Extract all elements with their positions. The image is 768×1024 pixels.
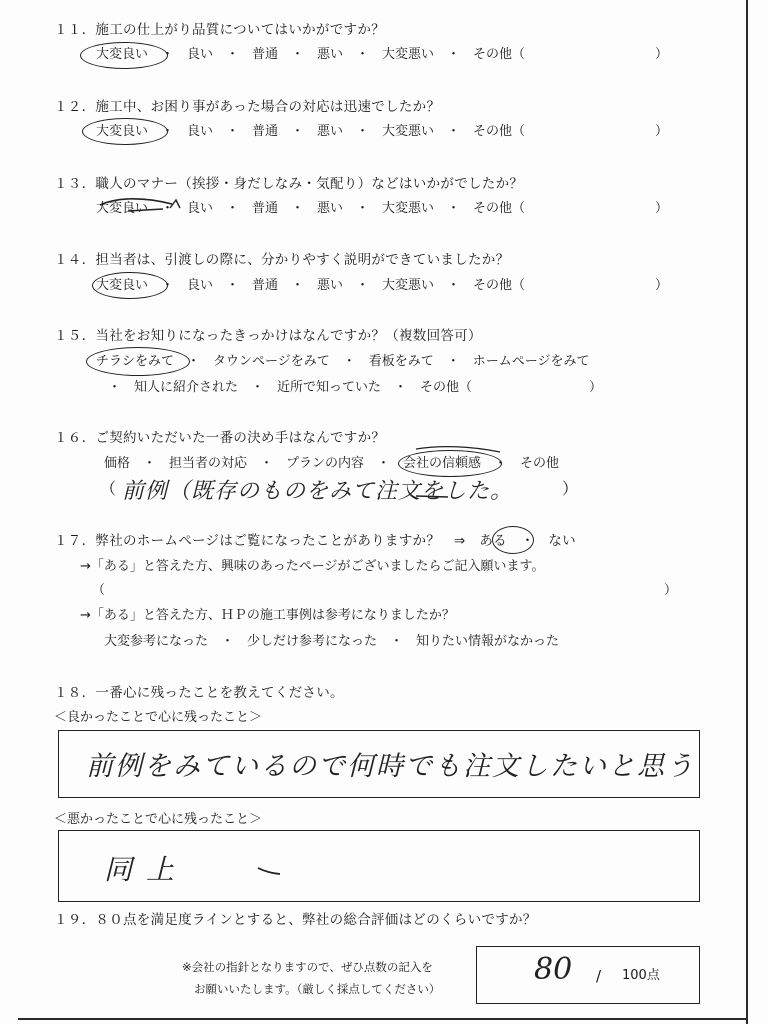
question-12-options[interactable]: 大変良い ・ 良い ・ 普通 ・ 悪い ・ 大変悪い ・ その他（ ） bbox=[96, 124, 669, 139]
question-15-options-line1[interactable]: チラシをみて ・ タウンページをみて ・ 看板をみて ・ ホームページをみて bbox=[96, 354, 590, 369]
question-14-options[interactable]: 大変良い ・ 良い ・ 普通 ・ 悪い ・ 大変悪い ・ その他（ ） bbox=[96, 278, 669, 293]
question-16-strike-mark bbox=[416, 496, 448, 497]
question-18-tick-mark bbox=[258, 868, 280, 874]
question-17-text[interactable]: １７．弊社のホームページはご覧になったことがありますか？ ⇒ ある ・ ない bbox=[54, 533, 576, 549]
question-18-good-answer: 前例をみているので何時でも注文したいと思う bbox=[86, 751, 695, 782]
question-13-text: １３．職人のマナー（挨拶・身だしなみ・気配り）などはいかがでしたか？ bbox=[54, 176, 524, 192]
question-13-selection-stroke bbox=[100, 199, 172, 205]
question-18-good-label: ＜良かったことで心に残ったこと＞ bbox=[54, 710, 263, 725]
question-17-sub1-paren-open: （ bbox=[92, 583, 106, 598]
question-13-options[interactable]: 大変良い ・ 良い ・ 普通 ・ 悪い ・ 大変悪い ・ その他（ ） bbox=[96, 201, 669, 216]
question-15-options-line2[interactable]: ・ 知人に紹介された ・ 近所で知っていた ・ その他（ ） bbox=[108, 380, 603, 395]
question-19-score-slash: / bbox=[596, 967, 602, 985]
question-16-handwritten-answer: 前例（既存のものをみて注文をした。 bbox=[122, 479, 514, 504]
question-16-options[interactable]: 価格 ・ 担当者の対応 ・ プランの内容 ・ 会社の信頼感 ・ その他 bbox=[104, 456, 560, 471]
question-18-bad-label: ＜悪かったことで心に残ったこと＞ bbox=[54, 812, 263, 827]
question-19-note-line1: ※会社の指針となりますので、ぜひ点数の記入を bbox=[182, 960, 433, 974]
question-16-text: １６．ご契約いただいた一番の決め手はなんですか？ bbox=[54, 430, 386, 446]
question-19-score-max: 100点 bbox=[622, 968, 660, 983]
question-11-options[interactable]: 大変良い ・ 良い ・ 普通 ・ 悪い ・ 大変悪い ・ その他（ ） bbox=[96, 47, 669, 62]
question-16-paren-close: ） bbox=[562, 479, 579, 498]
question-14-text: １４．担当者は、引渡しの際に、分かりやすく説明ができていましたか？ bbox=[54, 252, 510, 268]
question-18-text: １８．一番心に残ったことを教えてください。 bbox=[54, 685, 344, 701]
question-17-sub2: →「ある」と答えた方、ＨＰの施工事例は参考になりましたか？ bbox=[80, 608, 455, 623]
question-19-score-value: 80 bbox=[534, 952, 573, 987]
question-17-sub2-options[interactable]: 大変参考になった ・ 少しだけ参考になった ・ 知りたい情報がなかった bbox=[104, 634, 560, 649]
question-17-sub1: →「ある」と答えた方、興味のあったページがございましたらご記入願います。 bbox=[80, 559, 545, 574]
question-12-text: １２．施工中、お困り事があった場合の対応は迅速でしたか？ bbox=[54, 99, 441, 115]
question-19-text: １９．８０点を満足度ラインとすると、弊社の総合評価はどのくらいですか？ bbox=[54, 912, 537, 928]
question-11-text: １１．施工の仕上がり品質についてはいかがですか？ bbox=[54, 22, 385, 38]
question-16-underline-mark bbox=[416, 447, 500, 452]
question-18-bad-answer: 同上 bbox=[104, 853, 189, 886]
question-19-note-line2: お願いいたします。（厳しく採点してください） bbox=[194, 982, 441, 996]
question-15-text: １５．当社をお知りになったきっかけはなんですか？（複数回答可） bbox=[54, 328, 482, 344]
question-17-sub1-paren-close: ） bbox=[664, 583, 678, 598]
question-13-strike-mark bbox=[128, 209, 163, 211]
question-16-paren-open: （ bbox=[100, 479, 117, 498]
